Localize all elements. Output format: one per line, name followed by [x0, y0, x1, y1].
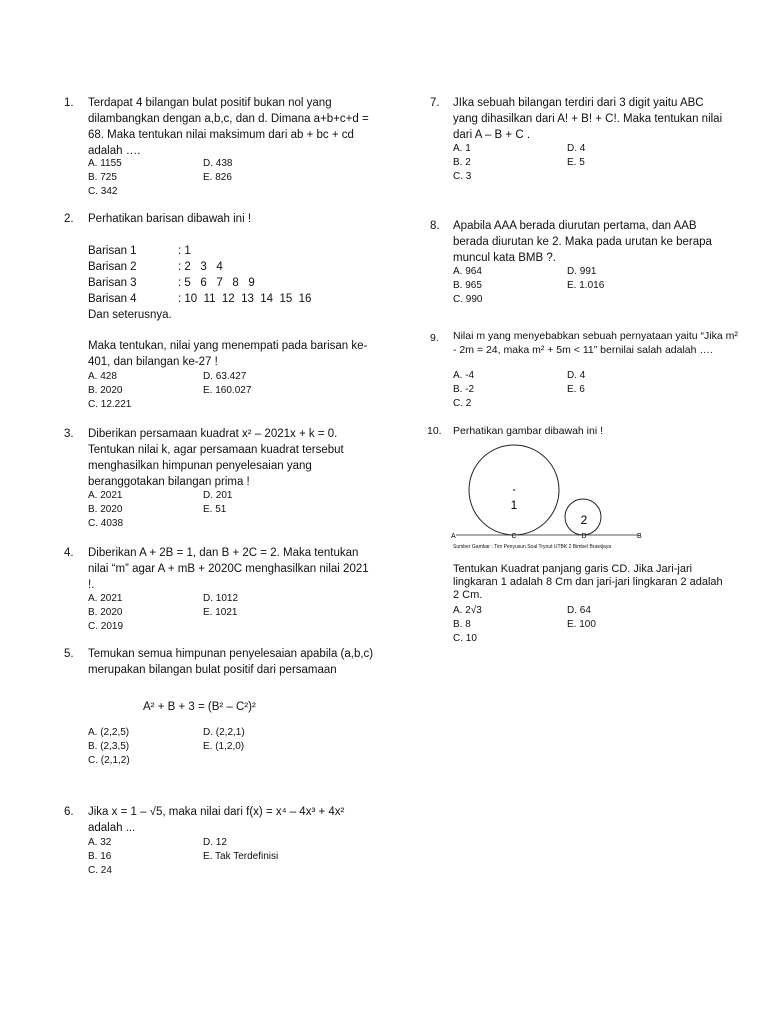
option-c[interactable]: C. 12.221 — [88, 399, 132, 410]
option-e[interactable]: E. 5 — [567, 157, 585, 168]
option-b[interactable]: B. 725 — [88, 172, 117, 183]
question-text: Diberikan A + 2B = 1, dan B + 2C = 2. Maka tentukan nilai “m” agar A + mB + 2020C menghasilkan nilai 2021 !. — [88, 547, 369, 591]
row-label: Barisan 1 — [88, 245, 137, 257]
option-b[interactable]: B. -2 — [453, 384, 475, 395]
option-d[interactable]: D. (2,2,1) — [203, 727, 245, 738]
row-value: : 2 3 4 — [178, 261, 223, 273]
question-text: JIka sebuah bilangan terdiri dari 3 digit yaitu ABC yang dihasilkan dari A! + B! + C!. Maka tentukan nilai dari A – B + C . — [453, 97, 723, 141]
question-number: 3. — [64, 428, 74, 440]
center-point-1 — [513, 489, 515, 491]
row-value: : 10 11 12 13 14 15 16 — [178, 293, 312, 305]
point-b-label: B — [637, 533, 642, 540]
question-number: 9. — [430, 332, 439, 344]
option-a[interactable]: A. -4 — [453, 370, 475, 381]
sequence-row — [88, 291, 378, 307]
option-e[interactable]: E. 51 — [203, 504, 227, 515]
row-value: : 1 — [178, 245, 191, 257]
question-text: Temukan semua himpunan penyelesaian apabila (a,b,c) merupakan bilangan bulat positif dari persamaan — [88, 648, 374, 676]
option-d[interactable]: D. 991 — [567, 266, 597, 277]
option-e[interactable]: E. Tak Terdefinisi — [203, 851, 279, 862]
question-text: Nilai m yang menyebabkan sebuah pernyataan yaitu “Jika m² - 2m = 24, maka m² + 5m < 11” bernilai salah adalah …. — [453, 330, 738, 356]
row-label: Barisan 2 — [88, 261, 137, 273]
option-a[interactable]: A. 2√3 — [453, 605, 482, 616]
sequence-row — [88, 259, 378, 275]
option-b[interactable]: B. 16 — [88, 851, 112, 862]
question-text: Tentukan Kuadrat panjang garis CD. Jika Jari-jari lingkaran 1 adalah 8 Cm dan jari-jari lingkaran 2 adalah 2 Cm. — [453, 563, 723, 601]
option-a[interactable]: A. 964 — [453, 266, 482, 277]
option-e[interactable]: E. 826 — [203, 172, 232, 183]
sequence-row — [88, 275, 378, 291]
option-b[interactable]: B. 965 — [453, 280, 482, 291]
option-b[interactable]: B. 2 — [453, 157, 471, 168]
option-c[interactable]: C. 2 — [453, 398, 472, 409]
question-number: 8. — [430, 220, 440, 232]
option-b[interactable]: B. (2,3,5) — [88, 741, 130, 752]
circle-2-label: 2 — [580, 513, 588, 527]
option-e[interactable]: E. 6 — [567, 384, 585, 395]
figure-source: Sumber Gambar : Tim Penyusun Soal Tryout UTBK 2 Bimbel Brawijaya — [453, 544, 612, 550]
question-intro: Perhatikan barisan dibawah ini ! — [88, 213, 252, 225]
sequence-row — [88, 243, 378, 259]
option-c[interactable]: C. 3 — [453, 171, 472, 182]
option-e[interactable]: E. 100 — [567, 619, 596, 630]
option-c[interactable]: C. (2,1,2) — [88, 755, 130, 766]
option-c[interactable]: C. 2019 — [88, 621, 124, 632]
option-e[interactable]: E. (1,2,0) — [203, 741, 245, 752]
row-label: Barisan 4 — [88, 293, 137, 305]
option-d[interactable]: D. 4 — [567, 370, 586, 381]
row-label: Barisan 3 — [88, 277, 137, 289]
option-c[interactable]: C. 990 — [453, 294, 483, 305]
question-number: 4. — [64, 547, 74, 559]
option-e[interactable]: E. 1021 — [203, 607, 238, 618]
option-c[interactable]: C. 4038 — [88, 518, 124, 529]
option-a[interactable]: A. 2021 — [88, 593, 123, 604]
question-text: Terdapat 4 bilangan bulat positif bukan nol yang dilambangkan dengan a,b,c, dan d. Dimana a+b+c+d = 68. Maka tentukan nilai maksimum dari ab + bc + cd adalah …. — [88, 97, 369, 157]
question-number: 5. — [64, 648, 74, 660]
sequence-table — [88, 243, 378, 323]
option-c[interactable]: C. 342 — [88, 186, 118, 197]
circle-1-label: 1 — [510, 498, 518, 512]
option-a[interactable]: A. (2,2,5) — [88, 727, 130, 738]
option-e[interactable]: E. 160.027 — [203, 385, 252, 396]
question-number: 1. — [64, 97, 74, 109]
row-value: : 5 6 7 8 9 — [178, 277, 255, 289]
question-number: 2. — [64, 213, 74, 225]
option-b[interactable]: B. 2020 — [88, 607, 123, 618]
question-text: Maka tentukan, nilai yang menempati pada barisan ke-401, dan bilangan ke-27 ! — [88, 340, 368, 368]
option-a[interactable]: A. 1155 — [88, 158, 122, 169]
option-d[interactable]: D. 63.427 — [203, 371, 247, 382]
option-d[interactable]: D. 4 — [567, 143, 586, 154]
equation: A² + B + 3 = (B² – C²)² — [143, 701, 256, 713]
sequence-continuation: Dan seterusnya. — [88, 309, 172, 321]
point-a-label: A — [451, 533, 456, 540]
option-c[interactable]: C. 24 — [88, 865, 112, 876]
option-b[interactable]: B. 2020 — [88, 504, 123, 515]
option-d[interactable]: D. 438 — [203, 158, 233, 169]
option-d[interactable]: D. 64 — [567, 605, 591, 616]
question-text: Diberikan persamaan kuadrat x² – 2021x + k = 0. Tentukan nilai k, agar persamaan kuadrat tersebut menghasilkan himpunan penyelesaian yang beranggotakan bilangan prima ! — [88, 428, 344, 488]
option-a[interactable]: A. 428 — [88, 371, 117, 382]
option-d[interactable]: D. 1012 — [203, 593, 239, 604]
option-a[interactable]: A. 1 — [453, 143, 471, 154]
option-a[interactable]: A. 2021 — [88, 490, 123, 501]
point-c-label: C — [511, 533, 517, 540]
option-d[interactable]: D. 12 — [203, 837, 227, 848]
question-intro: Perhatikan gambar dibawah ini ! — [453, 425, 604, 437]
question-text: Jika x = 1 – √5, maka nilai dari f(x) = x⁴ – 4x³ + 4x² adalah ... — [88, 806, 345, 834]
option-e[interactable]: E. 1.016 — [567, 280, 605, 291]
option-b[interactable]: B. 8 — [453, 619, 471, 630]
option-c[interactable]: C. 10 — [453, 633, 477, 644]
question-text: Apabila AAA berada diurutan pertama, dan AAB berada diurutan ke 2. Maka pada urutan ke berapa muncul kata BMB ?. — [453, 220, 712, 264]
option-a[interactable]: A. 32 — [88, 837, 112, 848]
point-d-label: D — [581, 533, 587, 540]
option-d[interactable]: D. 201 — [203, 490, 233, 501]
question-number: 6. — [64, 806, 74, 818]
question-number: 7. — [430, 97, 440, 109]
option-b[interactable]: B. 2020 — [88, 385, 123, 396]
question-number: 10. — [427, 425, 442, 437]
circles-figure — [448, 440, 660, 550]
